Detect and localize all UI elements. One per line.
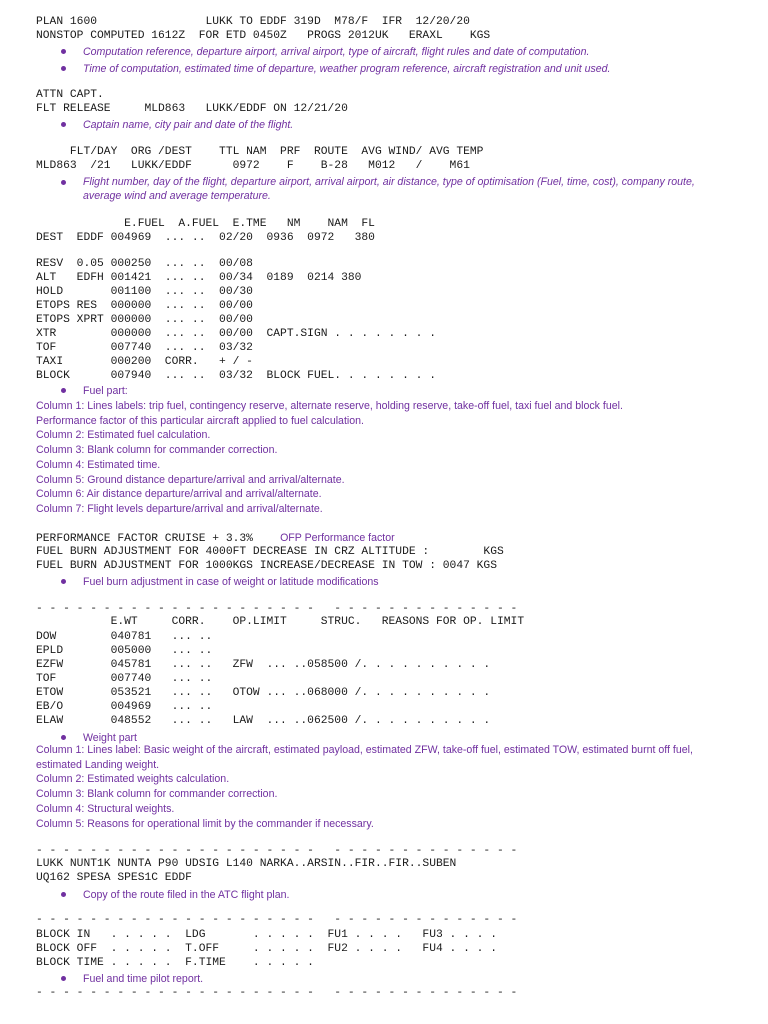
route-line-2: UQ162 SPESA SPES1C EDDF [36, 872, 192, 884]
route-line-1: LUKK NUNT1K NUNTA P90 UDSIG L140 NARKA..ARSIN..FIR..FIR..SUBEN [36, 858, 457, 870]
bullet-icon [61, 49, 66, 54]
attn-line: ATTN CAPT. [36, 89, 104, 101]
bullet-icon [61, 388, 66, 393]
bullet-icon [61, 579, 66, 584]
divider: - - - - - - - - - - - - - - - - - - - - - - - - - - - - - - - - - - - [36, 987, 518, 999]
weight-row: EB/O 004969 ... .. [36, 701, 213, 713]
flight-values: MLD863 /21 LUKK/EDDF 0972 F B-28 M012 / M61 [36, 160, 470, 172]
fuel-row: HOLD 001100 ... .. 00/30 [36, 286, 253, 298]
weight-row: DOW 040781 ... .. [36, 631, 213, 643]
release-note: Captain name, city pair and date of the flight. [83, 119, 294, 131]
fuel-row: XTR 000000 ... .. 00/00 CAPT.SIGN . . . . . . . . [36, 328, 436, 340]
fuel-col-1: Column 1: Lines labels: trip fuel, contingency reserve, alternate reserve, holding reserve, take-off fuel, taxi fuel and block fuel. [36, 400, 623, 412]
fuel-col-2: Column 2: Estimated fuel calculation. [36, 429, 211, 442]
bullet-icon [61, 976, 66, 981]
fuel-row: RESV 0.05 000250 ... .. 00/08 [36, 258, 253, 270]
weight-row: EZFW 045781 ... .. ZFW ... ..058500 /. . . . . . . . . . [36, 659, 491, 671]
weight-col-4: Column 4: Structural weights. [36, 802, 175, 815]
weight-row: EPLD 005000 ... .. [36, 645, 213, 657]
bullet-icon [61, 66, 66, 71]
weight-row: TOF 007740 ... .. [36, 673, 213, 685]
fuel-part-label: Fuel part: [83, 385, 128, 397]
divider: - - - - - - - - - - - - - - - - - - - - - - - - - - - - - - - - - - - [36, 914, 518, 926]
fuel-burn-alt-line: FUEL BURN ADJUSTMENT FOR 4000FT DECREASE IN CRZ ALTITUDE : KGS [36, 546, 504, 558]
weight-col-1: Column 1: Lines label: Basic weight of the aircraft, estimated payload, estimated ZFW, take-off fuel, estimated TOW, estimated burnt off fuel, estimated Landing weight. [36, 744, 693, 771]
divider: - - - - - - - - - - - - - - - - - - - - - - - - - - - - - - - - - - - [36, 845, 518, 857]
fuel-row: ALT EDFH 001421 ... .. 00/34 0189 0214 380 [36, 272, 362, 284]
fuel-col-6: Column 6: Air distance departure/arrival and arrival/alternate. [36, 488, 322, 501]
weight-row: ELAW 048552 ... .. LAW ... ..062500 /. . . . . . . . . . [36, 715, 491, 727]
fuel-row: BLOCK 007940 ... .. 03/32 BLOCK FUEL. . . . . . . . [36, 370, 436, 382]
fuel-row: ETOPS RES 000000 ... .. 00/00 [36, 300, 253, 312]
fuel-perf-note: Performance factor of this particular aircraft applied to fuel calculation. [36, 414, 364, 427]
plan-line: PLAN 1600 LUKK TO EDDF 319D M78/F IFR 12/20/20 [36, 16, 470, 28]
fuel-row: TAXI 000200 CORR. + / - [36, 356, 253, 368]
flt-release-line: FLT RELEASE MLD863 LUKK/EDDF ON 12/21/20 [36, 103, 348, 115]
perf-note: Fuel burn adjustment in case of weight or latitude modifications [83, 576, 379, 588]
computed-line: NONSTOP COMPUTED 1612Z FOR ETD 0450Z PROGS 2012UK ERAXL KGS [36, 30, 491, 42]
bullet-icon [61, 180, 66, 185]
flight-header: FLT/DAY ORG /DEST TTL NAM PRF ROUTE AVG WIND/ AVG TEMP [36, 146, 484, 158]
fuel-col-4: Column 4: Estimated time. [36, 458, 161, 471]
fuel-burn-tow-line: FUEL BURN ADJUSTMENT FOR 1000KGS INCREASE/DECREASE IN TOW : 0047 KGS [36, 560, 497, 572]
weight-row: ETOW 053521 ... .. OTOW ... ..068000 /. . . . . . . . . . [36, 687, 491, 699]
weight-col-5: Column 5: Reasons for operational limit by the commander if necessary. [36, 817, 374, 830]
divider: - - - - - - - - - - - - - - - - - - - - - - - - - - - - - - - - - - - [36, 603, 518, 615]
flight-note: Flight number, day of the flight, departure airport, arrival airport, air distance, type of optimisation (Fuel, time, cost), company route, average wind and average temperature. [83, 176, 695, 202]
weight-part-label: Weight part [83, 732, 137, 744]
fuel-col-5: Column 5: Ground distance departure/arrival and arrival/alternate. [36, 473, 345, 486]
fuel-col-7: Column 7: Flight levels departure/arrival and arrival/alternate. [36, 502, 323, 515]
header-note-2: Time of computation, estimated time of departure, weather program reference, aircraft registration and unit used. [83, 63, 611, 75]
fuel-dest-row: DEST EDDF 004969 ... .. 02/20 0936 0972 380 [36, 232, 375, 244]
weight-col-2: Column 2: Estimated weights calculation. [36, 773, 230, 786]
header-note-1: Computation reference, departure airport, arrival airport, type of aircraft, flight rules and date of computation. [83, 46, 590, 58]
weight-header: E.WT CORR. OP.LIMIT STRUC. REASONS FOR OP. LIMIT [36, 616, 525, 628]
report-line-2: BLOCK OFF . . . . . T.OFF . . . . . FU2 . . . . FU4 . . . . [36, 943, 497, 955]
route-note: Copy of the route filed in the ATC flight plan. [83, 889, 290, 901]
bullet-icon [61, 735, 66, 740]
report-line-1: BLOCK IN . . . . . LDG . . . . . FU1 . . . . FU3 . . . . [36, 929, 497, 941]
report-line-3: BLOCK TIME . . . . . F.TIME . . . . . [36, 957, 314, 969]
fuel-row: TOF 007740 ... .. 03/32 [36, 342, 253, 354]
bullet-icon [61, 122, 66, 127]
fuel-header: E.FUEL A.FUEL E.TME NM NAM FL [36, 218, 375, 230]
weight-col-3: Column 3: Blank column for commander correction. [36, 788, 278, 801]
report-note: Fuel and time pilot report. [83, 973, 204, 985]
perf-factor-line: PERFORMANCE FACTOR CRUISE + 3.3% OFP Performance factor [36, 532, 395, 545]
perf-factor-note: OFP Performance factor [280, 532, 395, 544]
bullet-icon [61, 892, 66, 897]
fuel-row: ETOPS XPRT 000000 ... .. 00/00 [36, 314, 253, 326]
fuel-col-3: Column 3: Blank column for commander correction. [36, 444, 278, 457]
